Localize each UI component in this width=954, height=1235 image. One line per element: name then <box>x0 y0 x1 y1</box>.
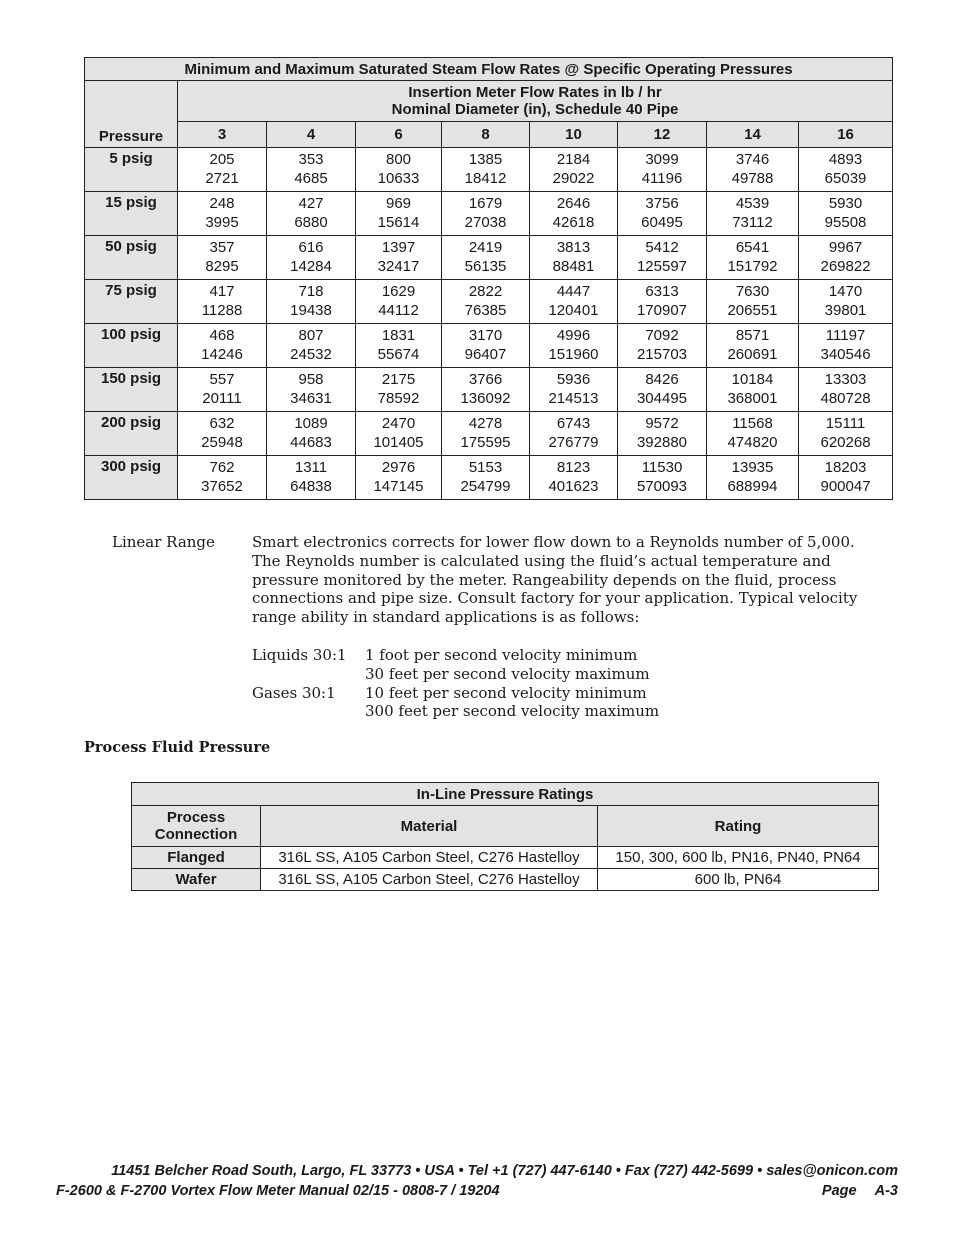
flow-cell <box>356 412 442 456</box>
max-flow-value: 19438 <box>290 301 332 319</box>
min-flow-value: 8571 <box>735 327 770 344</box>
min-flow-value: 2470 <box>381 415 416 432</box>
table-row <box>85 236 893 280</box>
flow-cell <box>356 192 442 236</box>
min-flow-value: 7630 <box>735 283 770 300</box>
min-flow-value: 5412 <box>645 239 679 256</box>
flow-cell <box>618 456 707 500</box>
material-cell: 316L SS, A105 Carbon Steel, C276 Hastelloy <box>261 847 598 869</box>
flow-cell <box>442 236 530 280</box>
table-row <box>85 368 893 412</box>
min-flow-value: 3746 <box>735 151 770 168</box>
flow-cell <box>618 280 707 324</box>
min-flow-value: 3170 <box>468 327 503 344</box>
footer-manual-line <box>56 1183 898 1199</box>
min-flow-value: 557 <box>209 371 235 388</box>
flow-cell <box>618 412 707 456</box>
flow-cell <box>442 280 530 324</box>
flow-cell <box>618 148 707 192</box>
flow-cell <box>799 280 893 324</box>
min-flow-value: 1385 <box>468 151 503 168</box>
min-flow-value: 632 <box>209 415 235 432</box>
min-flow-value: 3813 <box>556 239 591 256</box>
flow-cell <box>530 236 618 280</box>
flow-cell <box>267 148 356 192</box>
max-flow-value: 64838 <box>290 477 332 495</box>
min-flow-value: 4893 <box>828 151 863 168</box>
flow-cell <box>707 280 799 324</box>
page-reference <box>818 1183 898 1199</box>
max-flow-value: 175595 <box>460 433 511 451</box>
max-flow-value: 41196 <box>641 169 683 187</box>
min-flow-value: 2419 <box>468 239 503 256</box>
flow-cell <box>267 368 356 412</box>
flow-cell <box>356 148 442 192</box>
pipe-size-header: 8 <box>442 122 530 148</box>
min-flow-value: 2976 <box>381 459 416 476</box>
max-flow-value: 56135 <box>464 257 507 275</box>
velocity-row-liquids <box>252 646 659 665</box>
max-flow-value: 96407 <box>464 345 507 363</box>
min-flow-value: 8123 <box>556 459 591 476</box>
max-flow-value: 120401 <box>548 301 599 319</box>
pipe-size-header: 6 <box>356 122 442 148</box>
max-flow-value: 570093 <box>636 477 688 495</box>
max-flow-value: 39801 <box>824 301 867 319</box>
min-flow-value: 3766 <box>468 371 503 388</box>
connection-cell: Flanged <box>132 847 261 869</box>
min-flow-value: 10184 <box>731 371 774 388</box>
flow-cell <box>799 368 893 412</box>
velocity-minimum: 10 feet per second velocity minimum <box>365 683 647 702</box>
flow-cell <box>707 324 799 368</box>
flow-cell <box>442 324 530 368</box>
max-flow-value: 15614 <box>377 213 420 231</box>
max-flow-value: 25948 <box>201 433 243 451</box>
min-flow-value: 1629 <box>381 283 416 300</box>
max-flow-value: 151960 <box>548 345 599 363</box>
max-flow-value: 60495 <box>641 213 683 231</box>
in-line-pressure-ratings-table <box>131 782 879 891</box>
max-flow-value: 269822 <box>820 257 871 275</box>
min-flow-value: 353 <box>298 151 324 168</box>
min-flow-value: 807 <box>298 327 324 344</box>
velocity-row-gases <box>252 684 659 703</box>
flow-rates-header-line1: Insertion Meter Flow Rates in lb / hr <box>408 84 662 101</box>
max-flow-value: 24532 <box>290 345 332 363</box>
max-flow-value: 340546 <box>820 345 871 363</box>
min-flow-value: 1397 <box>381 239 416 256</box>
flow-cell <box>618 192 707 236</box>
table-row <box>85 192 893 236</box>
max-flow-value: 29022 <box>552 169 595 187</box>
table-row <box>132 869 879 891</box>
flow-cell <box>267 236 356 280</box>
pressure-label: 50 psig <box>85 236 178 280</box>
flow-cell <box>178 280 267 324</box>
max-flow-value: 49788 <box>731 169 774 187</box>
flow-cell <box>356 236 442 280</box>
pipe-size-row <box>85 122 893 148</box>
flow-cell <box>707 412 799 456</box>
table-row <box>132 847 879 869</box>
pressure-label: 200 psig <box>85 412 178 456</box>
min-flow-value: 6313 <box>645 283 679 300</box>
max-flow-value: 151792 <box>727 257 778 275</box>
min-flow-value: 248 <box>209 195 235 212</box>
max-flow-value: 37652 <box>201 477 243 495</box>
flow-cell <box>707 368 799 412</box>
flow-cell <box>707 456 799 500</box>
min-flow-value: 13935 <box>731 459 774 476</box>
pipe-size-header: 3 <box>178 122 267 148</box>
max-flow-value: 206551 <box>727 301 778 319</box>
footer-address: 11451 Belcher Road South, Largo, FL 33773 • USA • Tel +1 (727) 447-6140 • Fax (727) 442-5699 • sales@onicon.com <box>111 1163 898 1179</box>
max-flow-value: 27038 <box>464 213 507 231</box>
flow-cell <box>267 412 356 456</box>
flow-cell <box>178 456 267 500</box>
max-flow-value: 3995 <box>205 213 239 231</box>
velocity-ranges <box>252 646 659 721</box>
flow-cell <box>707 192 799 236</box>
max-flow-value: 401623 <box>548 477 599 495</box>
min-flow-value: 11568 <box>732 415 773 432</box>
min-flow-value: 11197 <box>825 327 866 344</box>
min-flow-value: 3099 <box>645 151 679 168</box>
table-row <box>85 148 893 192</box>
pressure-label: 15 psig <box>85 192 178 236</box>
velocity-row-liquids-max <box>252 665 659 684</box>
max-flow-value: 276779 <box>548 433 599 451</box>
steam-table-body <box>85 58 893 500</box>
min-flow-value: 762 <box>209 459 235 476</box>
min-flow-value: 2822 <box>468 283 503 300</box>
min-flow-value: 205 <box>209 151 235 168</box>
min-flow-value: 7092 <box>645 327 679 344</box>
flow-cell <box>356 456 442 500</box>
steam-table-title: Minimum and Maximum Saturated Steam Flow Rates @ Specific Operating Pressures <box>85 58 893 81</box>
min-flow-value: 2646 <box>556 195 591 212</box>
max-flow-value: 6880 <box>294 213 328 231</box>
max-flow-value: 95508 <box>824 213 867 231</box>
flow-cell <box>267 280 356 324</box>
flow-cell <box>799 324 893 368</box>
max-flow-value: 392880 <box>636 433 688 451</box>
velocity-minimum: 1 foot per second velocity minimum <box>365 646 638 664</box>
min-flow-value: 1470 <box>828 283 863 300</box>
min-flow-value: 1089 <box>294 415 328 432</box>
flow-cell <box>799 192 893 236</box>
max-flow-value: 368001 <box>727 389 778 407</box>
min-flow-value: 800 <box>385 151 412 168</box>
flow-cell <box>178 324 267 368</box>
max-flow-value: 620268 <box>820 433 871 451</box>
max-flow-value: 34631 <box>290 389 332 407</box>
flow-cell <box>356 368 442 412</box>
velocity-maximum: 30 feet per second velocity maximum <box>365 664 650 683</box>
process-connection-header: Process Connection <box>132 806 261 847</box>
pressure-label: 5 psig <box>85 148 178 192</box>
min-flow-value: 9967 <box>828 239 863 256</box>
min-flow-value: 13303 <box>824 371 867 388</box>
flow-rates-header <box>178 81 893 122</box>
rating-cell: 600 lb, PN64 <box>598 869 879 891</box>
flow-cell <box>530 192 618 236</box>
min-flow-value: 4447 <box>556 283 591 300</box>
max-flow-value: 18412 <box>464 169 507 187</box>
velocity-row-gases-max <box>252 702 659 721</box>
max-flow-value: 214513 <box>548 389 599 407</box>
flow-cell <box>178 412 267 456</box>
table-row <box>85 412 893 456</box>
pressure-label: 150 psig <box>85 368 178 412</box>
min-flow-value: 3756 <box>645 195 679 212</box>
max-flow-value: 44112 <box>378 301 419 319</box>
min-flow-value: 8426 <box>645 371 679 388</box>
min-flow-value: 468 <box>209 327 235 344</box>
pipe-size-header: 16 <box>799 122 893 148</box>
flow-cell <box>530 280 618 324</box>
min-flow-value: 958 <box>298 371 324 388</box>
table-row <box>85 324 893 368</box>
max-flow-value: 32417 <box>377 257 420 275</box>
min-flow-value: 11530 <box>641 459 683 476</box>
min-flow-value: 6541 <box>735 239 770 256</box>
max-flow-value: 136092 <box>460 389 511 407</box>
max-flow-value: 170907 <box>636 301 688 319</box>
flow-cell <box>618 324 707 368</box>
max-flow-value: 11288 <box>201 301 243 319</box>
flow-cell <box>442 192 530 236</box>
min-flow-value: 357 <box>209 239 235 256</box>
max-flow-value: 101405 <box>373 433 424 451</box>
max-flow-value: 42618 <box>552 213 595 231</box>
flow-rates-header-line2: Nominal Diameter (in), Schedule 40 Pipe <box>391 101 679 118</box>
rating-header: Rating <box>598 806 879 847</box>
pressure-label: 75 psig <box>85 280 178 324</box>
flow-cell <box>799 236 893 280</box>
max-flow-value: 254799 <box>460 477 511 495</box>
pressure-label: 300 psig <box>85 456 178 500</box>
max-flow-value: 4685 <box>294 169 328 187</box>
connection-cell: Wafer <box>132 869 261 891</box>
flow-cell <box>442 148 530 192</box>
table-row <box>85 456 893 500</box>
velocity-fluid-label: Gases 30:1 <box>252 683 336 702</box>
min-flow-value: 5930 <box>828 195 863 212</box>
max-flow-value: 20111 <box>202 389 242 407</box>
flow-cell <box>799 456 893 500</box>
min-flow-value: 9572 <box>645 415 679 432</box>
max-flow-value: 8295 <box>205 257 239 275</box>
min-flow-value: 1679 <box>468 195 503 212</box>
max-flow-value: 14246 <box>201 345 243 363</box>
max-flow-value: 147145 <box>373 477 424 495</box>
min-flow-value: 6743 <box>556 415 591 432</box>
max-flow-value: 78592 <box>377 389 420 407</box>
min-flow-value: 969 <box>385 195 412 212</box>
flow-cell <box>178 148 267 192</box>
material-header: Material <box>261 806 598 847</box>
pressure-table-title: In-Line Pressure Ratings <box>132 783 879 806</box>
velocity-maximum: 300 feet per second velocity maximum <box>365 702 660 721</box>
max-flow-value: 73112 <box>732 213 773 231</box>
max-flow-value: 76385 <box>464 301 507 319</box>
min-flow-value: 4278 <box>468 415 503 432</box>
max-flow-value: 55674 <box>377 345 420 363</box>
linear-range-paragraph: Smart electronics corrects for lower flow down to a Reynolds number of 5,000. The Reynolds number is calculated using the fluid’s actual temperature and pressure monitored by the meter. Rangeability depends on the fluid, process connections and pipe size. Consult factory for your application. Typical velocity range ability in standard applications is as follows: <box>252 533 858 627</box>
flow-cell <box>267 456 356 500</box>
min-flow-value: 5936 <box>556 371 591 388</box>
table-row <box>85 280 893 324</box>
max-flow-value: 44683 <box>290 433 332 451</box>
flow-cell <box>618 236 707 280</box>
flow-cell <box>442 456 530 500</box>
flow-cell <box>442 412 530 456</box>
rating-cell: 150, 300, 600 lb, PN16, PN40, PN64 <box>598 847 879 869</box>
flow-cell <box>530 324 618 368</box>
max-flow-value: 474820 <box>727 433 778 451</box>
page-number: A-3 <box>874 1183 898 1199</box>
flow-cell <box>707 236 799 280</box>
linear-range-label: Linear Range <box>112 533 215 551</box>
max-flow-value: 215703 <box>636 345 688 363</box>
page-label: Page <box>821 1183 857 1199</box>
min-flow-value: 616 <box>298 239 324 256</box>
pressure-column-header: Pressure <box>85 81 178 148</box>
flow-cell <box>356 324 442 368</box>
flow-cell <box>530 368 618 412</box>
flow-cell <box>530 148 618 192</box>
flow-cell <box>178 192 267 236</box>
min-flow-value: 427 <box>298 195 324 212</box>
max-flow-value: 304495 <box>636 389 688 407</box>
flow-cell <box>178 368 267 412</box>
pipe-size-header: 12 <box>618 122 707 148</box>
flow-cell <box>530 456 618 500</box>
flow-cell <box>530 412 618 456</box>
min-flow-value: 718 <box>298 283 324 300</box>
max-flow-value: 2721 <box>205 169 239 187</box>
min-flow-value: 15111 <box>825 415 866 432</box>
flow-cell <box>356 280 442 324</box>
max-flow-value: 900047 <box>820 477 871 495</box>
min-flow-value: 18203 <box>824 459 867 476</box>
flow-cell <box>267 192 356 236</box>
pressure-label: 100 psig <box>85 324 178 368</box>
max-flow-value: 480728 <box>820 389 871 407</box>
pipe-size-header: 4 <box>267 122 356 148</box>
flow-cell <box>799 412 893 456</box>
max-flow-value: 260691 <box>727 345 778 363</box>
flow-cell <box>618 368 707 412</box>
steam-flow-rates-table <box>84 57 893 500</box>
max-flow-value: 14284 <box>290 257 332 275</box>
min-flow-value: 1311 <box>294 459 328 476</box>
manual-title: F-2600 & F-2700 Vortex Flow Meter Manual 02/15 - 0808-7 / 19204 <box>56 1183 500 1199</box>
pressure-table-body <box>132 783 879 891</box>
min-flow-value: 5153 <box>468 459 503 476</box>
pipe-size-header: 10 <box>530 122 618 148</box>
velocity-fluid-label: Liquids 30:1 <box>252 646 347 664</box>
min-flow-value: 417 <box>209 283 235 300</box>
min-flow-value: 2184 <box>556 151 591 168</box>
flow-cell <box>178 236 267 280</box>
max-flow-value: 88481 <box>552 257 595 275</box>
min-flow-value: 2175 <box>381 371 416 388</box>
flow-cell <box>267 324 356 368</box>
pipe-size-header: 14 <box>707 122 799 148</box>
flow-cell <box>799 148 893 192</box>
flow-cell <box>442 368 530 412</box>
min-flow-value: 4539 <box>735 195 770 212</box>
process-fluid-pressure-heading: Process Fluid Pressure <box>84 739 271 756</box>
flow-cell <box>707 148 799 192</box>
max-flow-value: 65039 <box>824 169 867 187</box>
max-flow-value: 688994 <box>727 477 778 495</box>
material-cell: 316L SS, A105 Carbon Steel, C276 Hastelloy <box>261 869 598 891</box>
max-flow-value: 10633 <box>377 169 420 187</box>
min-flow-value: 1831 <box>381 327 416 344</box>
max-flow-value: 125597 <box>636 257 688 275</box>
min-flow-value: 4996 <box>556 327 591 344</box>
